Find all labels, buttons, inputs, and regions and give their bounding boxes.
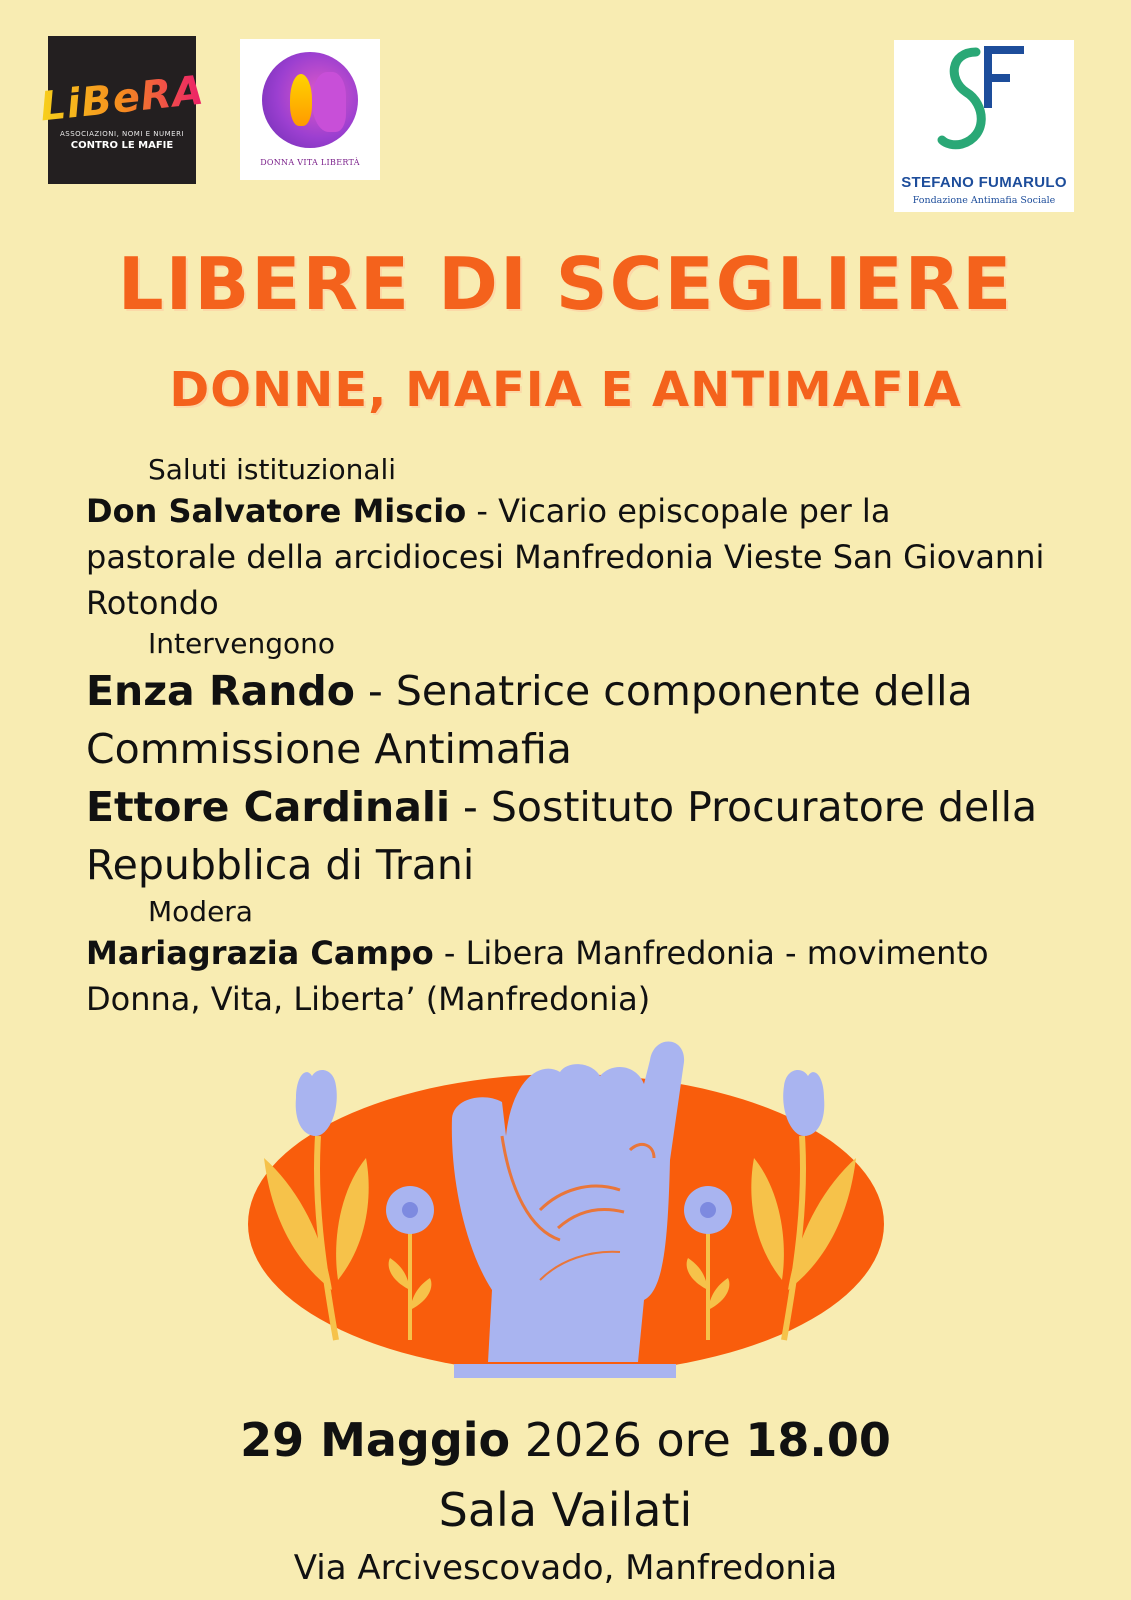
moderator-name: Mariagrazia Campo [86, 934, 434, 972]
greetings-name: Don Salvatore Miscio [86, 492, 467, 530]
woman-profile-icon [262, 52, 358, 148]
event-time: 18.00 [745, 1413, 891, 1467]
sf-logo-subtitle: Fondazione Antimafia Sociale [912, 195, 1056, 206]
program [86, 452, 1046, 1022]
event-year-ore: 2026 ore [510, 1413, 746, 1467]
stefano-fumarulo-logo [894, 40, 1074, 212]
sf-logo-name: STEFANO FUMARULO [901, 174, 1067, 191]
greetings-label: Saluti istituzionali [148, 453, 397, 486]
speaker-role: - Sostituto Procuratore della Repubblica di Trani [86, 783, 1038, 889]
speaker-entry [86, 778, 1046, 894]
speaker-role: - Senatrice componente della Commissione Antimafia [86, 667, 973, 773]
libera-logo [37, 36, 207, 184]
sf-monogram-icon [936, 44, 1032, 154]
dvl-logo-caption: DONNA VITA LIBERTÀ [260, 158, 360, 167]
event-day: 29 Maggio [240, 1413, 511, 1467]
event-title: LIBERE DI SCEGLIERE [117, 242, 1014, 326]
libera-logo-line1: ASSOCIAZIONI, NOMI E NUMERI [59, 129, 185, 138]
speaker-entry [86, 662, 1046, 778]
speakers-label: Intervengono [148, 627, 336, 660]
libera-wordmark: LiBeRA [37, 67, 207, 130]
event-venue: Sala Vailati [438, 1483, 693, 1537]
greetings-entry [86, 488, 1046, 626]
hand-and-flowers-illustration [240, 1040, 900, 1400]
speaker-name: Enza Rando [86, 667, 355, 715]
moderator-role: - Libera Manfredonia - movimento Donna, Vita, Liberta’ (Manfredonia) [86, 934, 989, 1018]
event-address: Via Arcivescovado, Manfredonia [293, 1548, 838, 1588]
greetings-role: - Vicario episcopale per la pastorale della arcidiocesi Manfredonia Vieste San Giovanni Rotondo [86, 492, 1045, 622]
event-date-time [0, 1410, 1131, 1470]
event-subtitle: DONNE, MAFIA E ANTIMAFIA [169, 362, 962, 418]
moderator-entry [86, 930, 1046, 1022]
moderator-label: Modera [148, 895, 253, 928]
donna-vita-liberta-logo [240, 39, 380, 180]
libera-logo-line2: CONTRO LE MAFIE [70, 139, 174, 151]
speaker-name: Ettore Cardinali [86, 783, 451, 831]
